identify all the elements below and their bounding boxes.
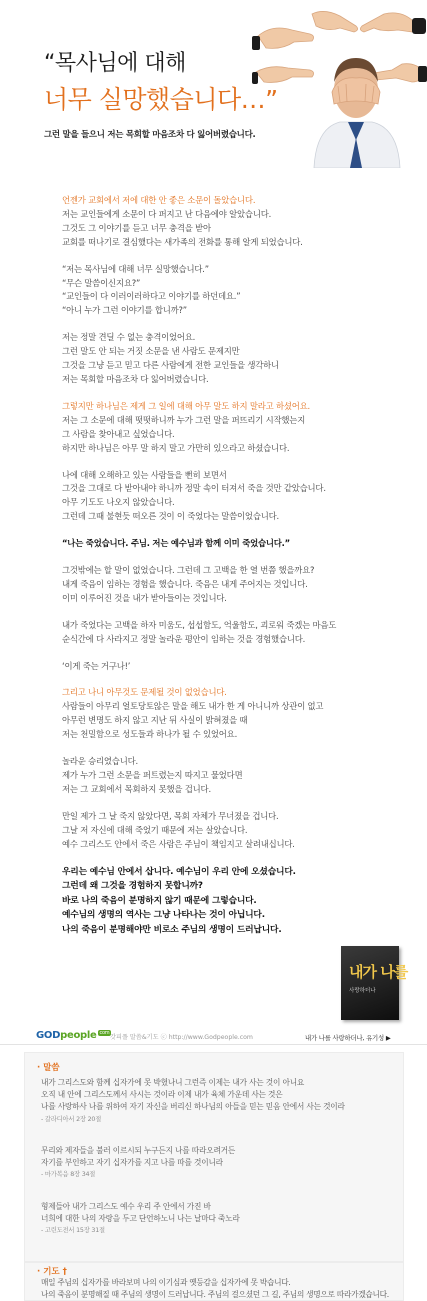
verse-line: 나를 사랑하사 나를 위하여 자기 자신을 버리신 하나님의 아들을 믿는 믿음 안에서 사는 것이라 [41, 1102, 345, 1112]
text-line: “저는 목사님에 대해 너무 실망했습니다.” [62, 263, 209, 274]
text-line: ‘이게 죽는 거구나!’ [62, 660, 131, 671]
text-line: 아무 기도도 나오지 않았습니다. [62, 497, 175, 508]
book-link[interactable]: 내가 나를 사랑하더나, 유기성 ▶ [305, 1034, 391, 1042]
prayer-line: 매일 주님의 십자가를 바라보며 나의 이기심과 옛등감을 십자가에 못 박습니다. [41, 1278, 291, 1287]
closing-line: 바로 나의 죽음이 분명하지 않기 때문에 그렇습니다. [62, 895, 257, 906]
verse-reference: - 마가복음 8장 34절 [41, 1171, 96, 1179]
text-line: 저는 교인들에게 소문이 다 퍼지고 난 다음에야 알았습니다. [62, 208, 272, 219]
paragraph [62, 400, 402, 456]
text-line: 저는 목회할 마음조차 다 잃어버렸습니다. [62, 373, 209, 384]
text-line: 저는 천밀함으로 성도들과 하나가 될 수 있었어요. [62, 729, 238, 740]
text-line: 내가 죽었다는 고백을 하자 미움도, 섭섭함도, 억울함도, 괴로워 죽겠는 마음도 [62, 619, 337, 630]
text-line: “아니 누가 그런 이야기를 합니까?” [62, 305, 187, 316]
site-slogan: 갓피플 말씀&기도 ⓒ http://www.Godpeople.com [110, 1034, 253, 1041]
scripture-box [24, 1052, 404, 1262]
text-line: 사람들이 아무리 얼토당토않은 말을 해도 내가 한 게 아니니까 상관이 없고 [62, 701, 324, 712]
highlight-line: 언젠가 교회에서 저에 대한 안 좋은 소문이 돌았습니다. [62, 195, 256, 205]
pointing-hands-illustration [252, 6, 427, 168]
headline-subtitle: 그런 말을 들으니 저는 목회할 마음조차 다 잃어버렸습니다. [44, 130, 256, 140]
prayer-box [24, 1262, 404, 1301]
confession-line: “나는 죽었습니다. 주님. 저는 예수님과 함께 이미 죽었습니다.” [62, 538, 290, 549]
logo-people-text: people [60, 1030, 97, 1041]
text-line: 제가 누가 그런 소문을 퍼트렸는지 따지고 물었다면 [62, 770, 243, 780]
closing-line: 우리는 예수님 안에서 삽니다. 예수님이 우리 안에 오셨습니다. [62, 866, 296, 877]
text-line: 순식간에 다 사라지고 정말 놀라운 평안이 임하는 것을 경험했습니다. [62, 633, 306, 644]
paragraph [62, 469, 402, 525]
book-cover[interactable] [341, 946, 408, 1020]
prayer-label: · 기도 † [37, 1267, 67, 1277]
paragraph [62, 194, 402, 250]
text-line: 놀라운 승리였습니다. [62, 756, 138, 767]
verse-line: 내가 그리스도와 함께 십자가에 못 박혔나니 그런즉 이제는 내가 사는 것이 아니요 [41, 1078, 305, 1087]
closing-line: 나의 죽음이 분명해야만 비로소 주님의 생명이 드러납니다. [62, 924, 282, 935]
text-line: 그런 말도 안 되는 거짓 소문을 낸 사람도 문제지만 [62, 346, 240, 357]
text-line: 교회를 떠나기로 결심했다는 새가족의 전화를 통해 알게 되었습니다. [62, 236, 303, 247]
text-line: 내게 죽음이 임하는 경험을 했습니다. 죽음은 내게 주어지는 것입니다. [62, 578, 308, 589]
text-line: 나에 대해 오해하고 있는 사람들을 뻔히 보면서 [62, 469, 227, 480]
text-line: 그날 저 자신에 대해 죽었기 때문에 저는 살았습니다. [62, 824, 248, 835]
text-line: 예수 그리스도 안에서 죽은 사람은 주님이 책임지고 살려내십니다. [62, 838, 295, 849]
text-line: 그것밖에는 할 말이 없었습니다. 그런데 그 고백을 한 열 번쯤 했을까요? [62, 565, 315, 576]
paragraph [62, 537, 402, 551]
verse-line: 자기를 부인하고 자기 십자가를 지고 나를 따를 것이니라 [41, 1158, 223, 1168]
closing-line: 그런데 왜 그것을 경험하지 못합니까? [62, 881, 203, 892]
paragraph [62, 619, 402, 647]
highlight-line: 그리고 나니 아무것도 문제될 것이 없었습니다. [62, 687, 227, 698]
paragraph [62, 564, 402, 606]
text-line: 이미 이루어진 것을 내가 받아들이는 것입니다. [62, 592, 227, 603]
godpeople-logo[interactable] [36, 1030, 111, 1041]
text-line: 그것을 그냥 듣고 믿고 다른 사람에게 전한 교인들을 생각하니 [62, 360, 279, 371]
text-line: “교인들이 다 이러이러하다고 이야기를 하던데요.” [62, 291, 241, 302]
paragraph [62, 660, 402, 674]
paragraph [62, 810, 402, 852]
prayer-text [41, 1277, 401, 1300]
book-cover-subtitle: 사랑하더나 [349, 988, 376, 994]
header-banner [0, 0, 427, 170]
highlight-line: 그렇지만 하나님은 제게 그 일에 대해 아무 말도 하지 말라고 하셨어요. [62, 400, 311, 411]
headline-line-2: 너무 실망했습니다…” [44, 85, 278, 114]
logo-tag: com [99, 1030, 110, 1036]
text-line: 그것을 그대로 다 받아내야 하니까 정말 속이 터져서 죽을 것만 같았습니다. [62, 483, 326, 494]
verse-line: 너희에 대한 나의 자랑을 두고 단언하노니 나는 날마다 죽노라 [41, 1214, 240, 1224]
verse-line: 무리와 제자들을 불러 이르시되 누구든지 나를 따라오려거든 [41, 1146, 236, 1155]
prayer-line: 나의 죽음이 분명해질 때 주님의 생명이 드러납니다. 주님의 걸으셨던 그 길, 주님의 생명으로 따라가겠습니다. [41, 1289, 389, 1299]
closing-line: 예수님의 생명의 역사는 그냥 나타나는 것이 아닙니다. [62, 910, 265, 921]
verse-line: 형제들아 내가 그리스도 예수 우리 주 안에서 가진 바 [41, 1202, 211, 1211]
text-line: 아무런 변명도 하지 않고 지난 뒤 사실이 밝혀졌을 때 [62, 715, 248, 726]
closing-paragraph [62, 865, 402, 938]
verse-line: 오직 내 안에 그리스도께서 사시는 것이라 이제 내가 육체 가운데 사는 것은 [41, 1090, 283, 1100]
text-line: 그것도 그 이야기를 듣고 너무 충격을 받아 [62, 222, 211, 233]
text-line: 그 사람을 찾아내고 싶었습니다. [62, 428, 175, 439]
verse-reference: - 갈라디아서 2장 20절 [41, 1115, 102, 1123]
paragraph [62, 331, 402, 387]
text-line: 저는 그 소문에 대해 떳떳하니까 누가 그런 말을 퍼뜨리기 시작했는지 [62, 414, 306, 425]
scripture-verse [41, 1145, 401, 1182]
text-line: 저는 정말 견딜 수 없는 충격이었어요. [62, 332, 196, 343]
story-body [62, 194, 402, 951]
headline-line-1: “목사님에 대해 [44, 51, 186, 76]
verse-reference: - 고린도전서 15장 31절 [41, 1227, 105, 1235]
text-line: “무슨 말씀이신지요?” [62, 277, 141, 288]
paragraph [62, 263, 402, 319]
scripture-verse [41, 1201, 401, 1238]
book-cover-title: 내가 나를 [349, 963, 408, 981]
scripture-verse [41, 1077, 401, 1126]
text-line: 하지만 하나님은 아무 말 하지 말고 가만히 있으라고 하셨습니다. [62, 442, 290, 453]
scripture-label: · 말씀 [37, 1063, 60, 1073]
paragraph [62, 755, 402, 797]
logo-god-text: GOD [36, 1030, 61, 1041]
text-line: 그런데 그때 불현듯 떠오른 것이 이 죽었다는 말씀이었습니다. [62, 511, 279, 522]
text-line: 만일 제가 그 날 죽지 않았다면, 목회 자체가 무너졌을 겁니다. [62, 810, 279, 821]
paragraph [62, 686, 402, 742]
text-line: 저는 그 교회에서 목회하지 못했을 겁니다. [62, 783, 211, 794]
